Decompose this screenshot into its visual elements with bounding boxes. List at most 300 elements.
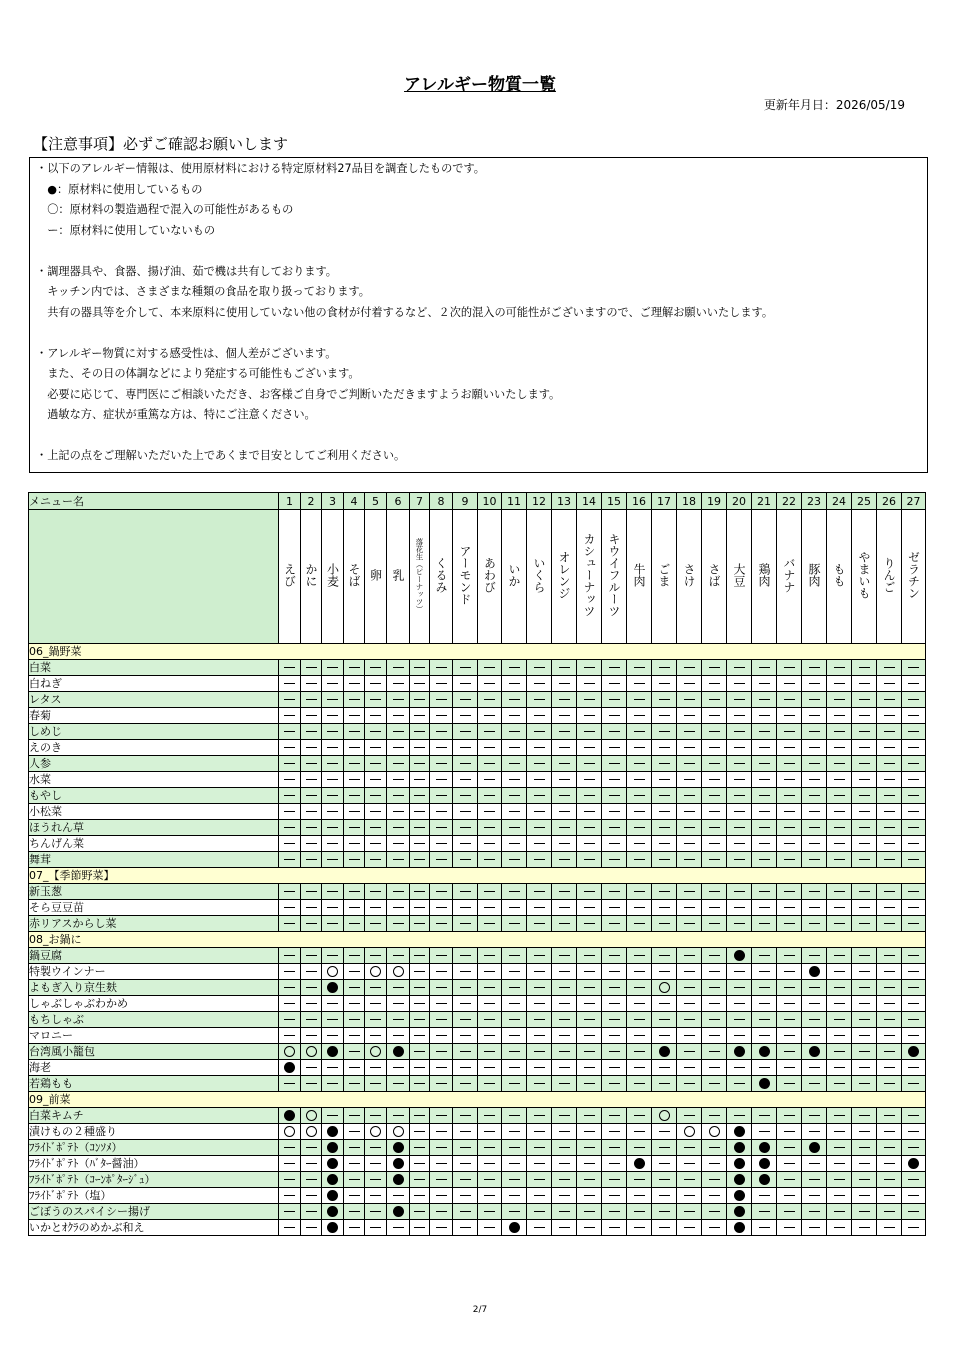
none-mark xyxy=(327,811,338,812)
none-mark xyxy=(306,1035,317,1036)
none-mark xyxy=(509,1035,520,1036)
contains-mark xyxy=(327,1174,338,1185)
mark-cell xyxy=(552,900,577,916)
none-mark xyxy=(659,1147,670,1148)
mark-cell xyxy=(322,676,344,692)
none-mark xyxy=(709,955,720,956)
mark-cell xyxy=(279,756,301,772)
none-mark xyxy=(393,907,404,908)
mark-cell xyxy=(365,996,387,1012)
mark-cell xyxy=(502,964,527,980)
none-mark xyxy=(349,827,360,828)
none-mark xyxy=(659,1211,670,1212)
mark-cell xyxy=(602,1188,627,1204)
mark-cell xyxy=(344,676,365,692)
none-mark xyxy=(327,907,338,908)
none-mark xyxy=(834,955,845,956)
contains-mark xyxy=(327,1206,338,1217)
none-mark xyxy=(306,859,317,860)
allergen-name: いくら xyxy=(532,557,546,593)
possible-mark xyxy=(684,1126,695,1137)
none-mark xyxy=(284,827,295,828)
none-mark xyxy=(584,1019,595,1020)
none-mark xyxy=(306,699,317,700)
none-mark xyxy=(484,795,495,796)
mark-cell xyxy=(365,1044,387,1060)
mark-cell xyxy=(727,900,752,916)
mark-cell xyxy=(502,852,527,868)
none-mark xyxy=(534,955,545,956)
mark-cell xyxy=(702,676,727,692)
mark-cell xyxy=(852,756,877,772)
none-mark xyxy=(834,699,845,700)
none-mark xyxy=(349,1211,360,1212)
mark-cell xyxy=(602,804,627,820)
none-mark xyxy=(306,891,317,892)
mark-cell xyxy=(502,1076,527,1092)
mark-cell xyxy=(752,1012,777,1028)
none-mark xyxy=(784,1147,795,1148)
mark-cell xyxy=(877,1076,902,1092)
none-mark xyxy=(834,1131,845,1132)
none-mark xyxy=(534,859,545,860)
none-mark xyxy=(809,1211,820,1212)
none-mark xyxy=(559,1067,570,1068)
none-mark xyxy=(834,1019,845,1020)
none-mark xyxy=(884,667,895,668)
none-mark xyxy=(306,731,317,732)
none-mark xyxy=(559,827,570,828)
none-mark xyxy=(509,763,520,764)
none-mark xyxy=(534,1179,545,1180)
table-row xyxy=(29,1188,926,1204)
mark-cell xyxy=(478,772,502,788)
none-mark xyxy=(414,1019,425,1020)
mark-cell xyxy=(387,1140,410,1156)
none-mark xyxy=(684,1067,695,1068)
allergen-name: 大豆 xyxy=(732,563,746,587)
mark-cell xyxy=(552,820,577,836)
mark-cell xyxy=(453,724,478,740)
mark-cell xyxy=(365,708,387,724)
mark-cell xyxy=(902,1108,926,1124)
mark-cell xyxy=(552,1188,577,1204)
allergen-name: 小麦 xyxy=(325,563,340,587)
mark-cell xyxy=(752,1124,777,1140)
mark-cell xyxy=(387,1156,410,1172)
mark-cell xyxy=(502,1172,527,1188)
none-mark xyxy=(634,715,645,716)
menu-name: もちしゃぶ xyxy=(29,1012,279,1028)
mark-cell xyxy=(677,772,702,788)
mark-cell xyxy=(552,1108,577,1124)
mark-cell xyxy=(344,1156,365,1172)
none-mark xyxy=(908,1019,919,1020)
none-mark xyxy=(393,891,404,892)
none-mark xyxy=(609,891,620,892)
none-mark xyxy=(609,747,620,748)
mark-cell xyxy=(727,676,752,692)
menu-name: 白菜 xyxy=(29,660,279,676)
mark-cell xyxy=(677,884,702,900)
none-mark xyxy=(809,667,820,668)
table-row xyxy=(29,1060,926,1076)
mark-cell xyxy=(677,1076,702,1092)
mark-cell xyxy=(430,740,453,756)
none-mark xyxy=(709,827,720,828)
mark-cell xyxy=(527,916,552,932)
mark-cell xyxy=(702,852,727,868)
mark-cell xyxy=(627,900,652,916)
mark-cell xyxy=(777,1044,802,1060)
mark-cell xyxy=(552,948,577,964)
none-mark xyxy=(460,747,471,748)
mark-cell xyxy=(702,820,727,836)
mark-cell xyxy=(777,900,802,916)
none-mark xyxy=(306,747,317,748)
none-mark xyxy=(584,1131,595,1132)
mark-cell xyxy=(301,1060,322,1076)
mark-cell xyxy=(777,1140,802,1156)
none-mark xyxy=(327,1083,338,1084)
none-mark xyxy=(634,1067,645,1068)
none-mark xyxy=(559,955,570,956)
possible-mark xyxy=(306,1046,317,1057)
mark-cell xyxy=(827,788,852,804)
none-mark xyxy=(684,859,695,860)
mark-cell xyxy=(577,836,602,852)
mark-cell xyxy=(752,996,777,1012)
none-mark xyxy=(370,843,381,844)
none-mark xyxy=(809,987,820,988)
table-row xyxy=(29,708,926,724)
mark-cell xyxy=(852,1060,877,1076)
mark-cell xyxy=(279,1140,301,1156)
none-mark xyxy=(559,1019,570,1020)
mark-cell xyxy=(502,884,527,900)
none-mark xyxy=(534,1147,545,1148)
none-mark xyxy=(393,987,404,988)
none-mark xyxy=(534,1115,545,1116)
mark-cell xyxy=(527,724,552,740)
mark-cell xyxy=(652,1060,677,1076)
mark-cell xyxy=(727,948,752,964)
none-mark xyxy=(759,1131,770,1132)
none-mark xyxy=(584,1147,595,1148)
none-mark xyxy=(559,683,570,684)
none-mark xyxy=(436,1211,447,1212)
mark-cell xyxy=(802,996,827,1012)
mark-cell xyxy=(702,788,727,804)
none-mark xyxy=(484,1195,495,1196)
none-mark xyxy=(734,683,745,684)
allergen-number: 17 xyxy=(652,493,677,510)
mark-cell xyxy=(827,964,852,980)
allergen-number: 16 xyxy=(627,493,652,510)
mark-cell xyxy=(430,1076,453,1092)
mark-cell xyxy=(344,1124,365,1140)
none-mark xyxy=(759,1195,770,1196)
mark-cell xyxy=(301,1076,322,1092)
none-mark xyxy=(809,731,820,732)
mark-cell xyxy=(677,1124,702,1140)
none-mark xyxy=(370,1083,381,1084)
none-mark xyxy=(584,795,595,796)
mark-cell xyxy=(577,1124,602,1140)
mark-cell xyxy=(453,1060,478,1076)
mark-cell xyxy=(387,1012,410,1028)
mark-cell xyxy=(410,1108,430,1124)
mark-cell xyxy=(802,1044,827,1060)
mark-cell xyxy=(279,1156,301,1172)
none-mark xyxy=(634,811,645,812)
mark-cell xyxy=(478,1108,502,1124)
allergen-number: 13 xyxy=(552,493,577,510)
none-mark xyxy=(734,891,745,892)
none-mark xyxy=(484,747,495,748)
none-mark xyxy=(809,683,820,684)
mark-cell xyxy=(827,980,852,996)
none-mark xyxy=(884,1019,895,1020)
mark-cell xyxy=(453,676,478,692)
none-mark xyxy=(908,971,919,972)
mark-cell xyxy=(322,852,344,868)
none-mark xyxy=(559,1083,570,1084)
none-mark xyxy=(834,827,845,828)
none-mark xyxy=(534,1003,545,1004)
none-mark xyxy=(414,779,425,780)
none-mark xyxy=(584,747,595,748)
mark-cell xyxy=(727,1204,752,1220)
mark-cell xyxy=(677,676,702,692)
mark-cell xyxy=(727,1172,752,1188)
none-mark xyxy=(609,795,620,796)
mark-cell xyxy=(502,676,527,692)
mark-cell xyxy=(902,708,926,724)
mark-cell xyxy=(478,1028,502,1044)
mark-cell xyxy=(552,852,577,868)
mark-cell xyxy=(387,1108,410,1124)
mark-cell xyxy=(777,692,802,708)
mark-cell xyxy=(827,948,852,964)
none-mark xyxy=(734,1067,745,1068)
mark-cell xyxy=(301,964,322,980)
mark-cell xyxy=(652,1140,677,1156)
mark-cell xyxy=(852,852,877,868)
mark-cell xyxy=(727,1124,752,1140)
none-mark xyxy=(349,683,360,684)
mark-cell xyxy=(727,1044,752,1060)
none-mark xyxy=(759,955,770,956)
none-mark xyxy=(908,1179,919,1180)
none-mark xyxy=(414,1035,425,1036)
none-mark xyxy=(659,1163,670,1164)
menu-name: えのき xyxy=(29,740,279,756)
none-mark xyxy=(436,1131,447,1132)
none-mark xyxy=(684,923,695,924)
none-mark xyxy=(414,1067,425,1068)
none-mark xyxy=(534,795,545,796)
mark-cell xyxy=(627,1188,652,1204)
mark-cell xyxy=(577,676,602,692)
mark-cell xyxy=(344,1060,365,1076)
mark-cell xyxy=(777,836,802,852)
mark-cell xyxy=(478,788,502,804)
mark-cell xyxy=(344,1204,365,1220)
mark-cell xyxy=(502,820,527,836)
mark-cell xyxy=(322,1156,344,1172)
mark-cell xyxy=(627,884,652,900)
none-mark xyxy=(509,1211,520,1212)
allergen-number: 2 xyxy=(301,493,322,510)
none-mark xyxy=(559,1163,570,1164)
mark-cell xyxy=(677,1188,702,1204)
notice-line: 共有の器具等を介して、本来原料に使用していない他の食材が付着するなど、２次的混入の可能性がございますので、ご理解お願いいたします。 xyxy=(36,305,774,319)
none-mark xyxy=(859,1051,870,1052)
mark-cell xyxy=(702,1140,727,1156)
none-mark xyxy=(349,1019,360,1020)
none-mark xyxy=(908,907,919,908)
mark-cell xyxy=(602,820,627,836)
menu-name: 小松菜 xyxy=(29,804,279,820)
none-mark xyxy=(834,1115,845,1116)
mark-cell xyxy=(301,804,322,820)
none-mark xyxy=(534,923,545,924)
table-row xyxy=(29,1204,926,1220)
notice-line: また、その日の体調などにより発症する可能性もございます。 xyxy=(36,367,360,380)
mark-cell xyxy=(877,1188,902,1204)
mark-cell xyxy=(802,1140,827,1156)
mark-cell xyxy=(322,1076,344,1092)
menu-name: 水菜 xyxy=(29,772,279,788)
mark-cell xyxy=(752,788,777,804)
none-mark xyxy=(609,859,620,860)
none-mark xyxy=(809,955,820,956)
mark-cell xyxy=(827,900,852,916)
mark-cell xyxy=(527,1124,552,1140)
none-mark xyxy=(834,1035,845,1036)
table-row xyxy=(29,1108,926,1124)
none-mark xyxy=(584,891,595,892)
mark-cell xyxy=(627,1060,652,1076)
mark-cell xyxy=(852,1076,877,1092)
mark-cell xyxy=(752,884,777,900)
none-mark xyxy=(436,1019,447,1020)
mark-cell xyxy=(827,676,852,692)
none-mark xyxy=(859,1195,870,1196)
mark-cell xyxy=(852,836,877,852)
none-mark xyxy=(809,1227,820,1228)
none-mark xyxy=(859,811,870,812)
contains-mark xyxy=(393,1158,404,1169)
mark-cell xyxy=(727,788,752,804)
none-mark xyxy=(634,891,645,892)
none-mark xyxy=(584,859,595,860)
mark-cell xyxy=(410,660,430,676)
mark-cell xyxy=(430,756,453,772)
mark-cell xyxy=(478,740,502,756)
none-mark xyxy=(436,731,447,732)
menu-name: ﾌﾗｲﾄﾞﾎﾟﾃﾄ（ﾊﾞﾀｰ醤油） xyxy=(29,1156,279,1172)
none-mark xyxy=(609,731,620,732)
mark-cell xyxy=(344,1140,365,1156)
none-mark xyxy=(709,891,720,892)
none-mark xyxy=(709,683,720,684)
none-mark xyxy=(634,747,645,748)
none-mark xyxy=(584,1163,595,1164)
none-mark xyxy=(534,747,545,748)
mark-cell xyxy=(344,740,365,756)
mark-cell xyxy=(802,820,827,836)
allergen-number: 14 xyxy=(577,493,602,510)
menu-name: ﾌﾗｲﾄﾞﾎﾟﾃﾄ（塩） xyxy=(29,1188,279,1204)
mark-cell xyxy=(410,820,430,836)
none-mark xyxy=(393,1227,404,1228)
none-mark xyxy=(414,731,425,732)
mark-cell xyxy=(702,724,727,740)
possible-mark xyxy=(327,966,338,977)
mark-cell xyxy=(777,916,802,932)
mark-cell xyxy=(577,1140,602,1156)
mark-cell xyxy=(852,692,877,708)
mark-cell xyxy=(752,1076,777,1092)
none-mark xyxy=(709,843,720,844)
none-mark xyxy=(809,891,820,892)
mark-cell xyxy=(902,804,926,820)
mark-cell xyxy=(652,1044,677,1060)
mark-cell xyxy=(902,1204,926,1220)
none-mark xyxy=(684,763,695,764)
mark-cell xyxy=(752,724,777,740)
mark-cell xyxy=(322,884,344,900)
mark-cell xyxy=(702,964,727,980)
none-mark xyxy=(509,1003,520,1004)
mark-cell xyxy=(677,1028,702,1044)
mark-cell xyxy=(702,692,727,708)
mark-cell xyxy=(322,1060,344,1076)
none-mark xyxy=(908,715,919,716)
none-mark xyxy=(509,923,520,924)
mark-cell xyxy=(852,1188,877,1204)
contains-mark xyxy=(759,1158,770,1169)
none-mark xyxy=(460,955,471,956)
none-mark xyxy=(460,1147,471,1148)
allergen-name: 鶏肉 xyxy=(757,563,771,587)
mark-cell xyxy=(577,1060,602,1076)
mark-cell xyxy=(279,788,301,804)
mark-cell xyxy=(702,756,727,772)
menu-name: 白ねぎ xyxy=(29,676,279,692)
mark-cell xyxy=(652,980,677,996)
none-mark xyxy=(809,1115,820,1116)
mark-cell xyxy=(727,772,752,788)
allergen-number: 20 xyxy=(727,493,752,510)
none-mark xyxy=(534,779,545,780)
none-mark xyxy=(908,747,919,748)
mark-cell xyxy=(577,788,602,804)
none-mark xyxy=(509,699,520,700)
mark-cell xyxy=(652,804,677,820)
none-mark xyxy=(460,1131,471,1132)
none-mark xyxy=(684,1195,695,1196)
mark-cell xyxy=(552,1060,577,1076)
mark-cell xyxy=(652,836,677,852)
none-mark xyxy=(859,763,870,764)
mark-cell xyxy=(902,1188,926,1204)
none-mark xyxy=(306,971,317,972)
none-mark xyxy=(284,1003,295,1004)
mark-cell xyxy=(627,1012,652,1028)
